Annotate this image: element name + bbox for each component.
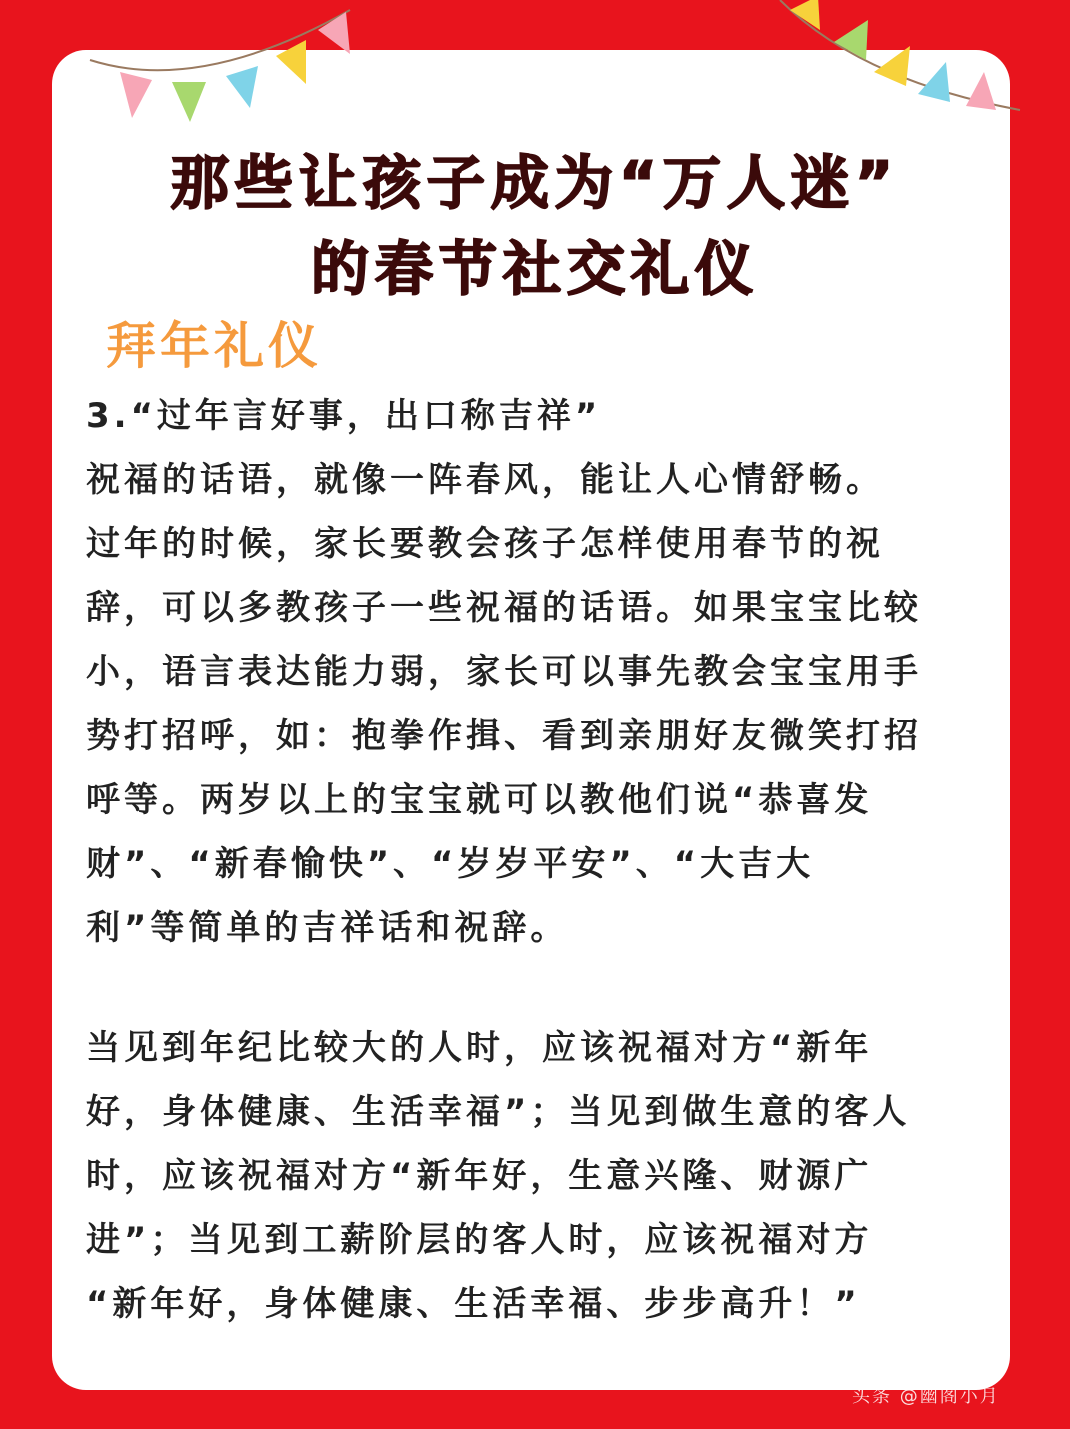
paragraph-line: 进”；当见到工薪阶层的客人时，应该祝福对方	[86, 1220, 873, 1260]
paragraph-line: 好，身体健康、生活幸福”；当见到做生意的客人	[86, 1092, 911, 1132]
paragraph-line: 势打招呼，如：抱拳作揖、看到亲朋好友微笑打招	[86, 716, 922, 756]
section-heading: 拜年礼仪	[106, 317, 322, 375]
paragraph-line: 祝福的话语，就像一阵春风，能让人心情舒畅。	[86, 460, 884, 500]
paragraph-line: 小，语言表达能力弱，家长可以事先教会宝宝用手	[86, 652, 922, 692]
paragraph-line: 财”、“新春愉快”、“岁岁平安”、“大吉大	[86, 844, 815, 884]
point-heading: 3.“过年言好事，出口称吉祥”	[86, 396, 602, 436]
page-title-line-1: 那些让孩子成为“万人迷”	[170, 149, 900, 217]
paragraph-2	[86, 1016, 1016, 1336]
watermark: 头条 @幽阁小月	[852, 1386, 1000, 1407]
flag-pink-icon-2	[318, 12, 350, 54]
paragraph-line: 呼等。两岁以上的宝宝就可以教他们说“恭喜发	[86, 780, 873, 820]
paragraph-line: 辞，可以多教孩子一些祝福的话语。如果宝宝比较	[86, 588, 922, 628]
paragraph-line: 利”等简单的吉祥话和祝辞。	[86, 908, 569, 948]
flag-yellow-icon-2	[790, 0, 820, 30]
paragraph-line: 当见到年纪比较大的人时，应该祝福对方“新年	[86, 1028, 873, 1068]
paragraph-line: “新年好，身体健康、生活幸福、步步高升！”	[86, 1284, 861, 1324]
paragraph-line: 时，应该祝福对方“新年好，生意兴隆、财源广	[86, 1156, 873, 1196]
paragraph-line: 过年的时候，家长要教会孩子怎样使用春节的祝	[86, 524, 884, 564]
paragraph-1	[86, 448, 1016, 960]
page-title-line-2: 的春节社交礼仪	[310, 235, 759, 303]
